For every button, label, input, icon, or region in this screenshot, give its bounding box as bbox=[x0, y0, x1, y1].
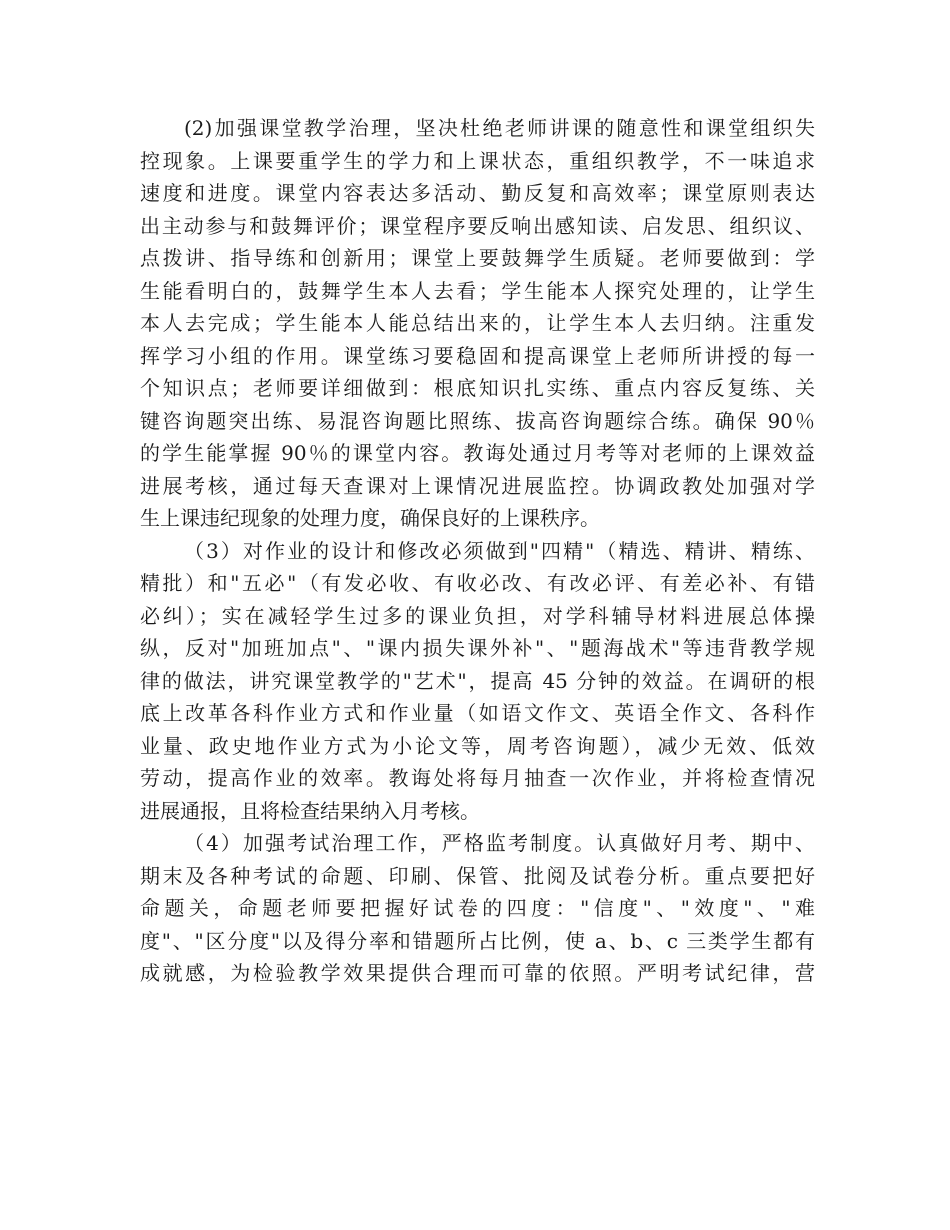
text-line: 本人去完成；学生能本人能总结出来的，让学生本人去归纳。注重发 bbox=[140, 311, 815, 335]
text-line: 期末及各种考试的命题、印刷、保管、批阅及试卷分析。重点要把好 bbox=[140, 863, 815, 888]
text-line: 度"、"区分度"以及得分率和错题所占比例，使 a、b、c 三类学生都有 bbox=[140, 928, 815, 953]
text-line: 底上改革各科作业方式和作业量（如语文作文、英语全作文、各科作 bbox=[140, 701, 815, 725]
paragraph-classroom-management bbox=[140, 112, 815, 535]
text-line: 生能看明白的，鼓舞学生本人去看；学生能本人探究处理的，让学生 bbox=[140, 278, 815, 303]
text-line: 的学生能掌握 90％的课堂内容。教诲处通过月考等对老师的上课效益 bbox=[140, 441, 815, 465]
document-body bbox=[140, 112, 815, 990]
text-line: 命题关，命题老师要把握好试卷的四度："信度"、"效度"、"难 bbox=[140, 896, 815, 920]
text-line: 成就感，为检验教学效果提供合理而可靠的依照。严明考试纪律，营 bbox=[140, 961, 815, 985]
text-line: 律的做法，讲究课堂教学的"艺术"，提高 45 分钟的效益。在调研的根 bbox=[140, 668, 815, 693]
text-line: 出主动参与和鼓舞评价；课堂程序要反响出感知读、启发思、组织议、 bbox=[140, 213, 815, 238]
text-line: 必纠）；实在减轻学生过多的课业负担，对学科辅导材料进展总体操 bbox=[140, 603, 815, 628]
text-line: （3）对作业的设计和修改必须做到"四精"（精选、精讲、精练、 bbox=[184, 538, 815, 563]
paragraph-homework-design bbox=[140, 535, 815, 828]
text-line: 进展考核，通过每天查课对上课情况进展监控。协调政教处加强对学 bbox=[140, 473, 815, 498]
text-line: 速度和进度。课堂内容表达多活动、勤反复和高效率；课堂原则表达 bbox=[140, 181, 815, 205]
text-line: 纵，反对"加班加点"、"课内损失课外补"、"题海战术"等违背教学规 bbox=[140, 636, 815, 660]
paragraph-exam-management bbox=[140, 827, 815, 990]
text-line: 进展通报，且将检查结果纳入月考核。 bbox=[140, 798, 480, 823]
text-line: 控现象。上课要重学生的学力和上课状态，重组织教学，不一味追求 bbox=[140, 148, 815, 173]
text-line: 劳动，提高作业的效率。教诲处将每月抽查一次作业，并将检查情况 bbox=[140, 766, 815, 790]
text-line: (2)加强课堂教学治理，坚决杜绝老师讲课的随意性和课堂组织失 bbox=[184, 116, 815, 140]
text-line: 精批）和"五必"（有发必收、有收必改、有改必评、有差必补、有错 bbox=[140, 571, 815, 595]
text-line: 挥学习小组的作用。课堂练习要稳固和提高课堂上老师所讲授的每一 bbox=[140, 343, 815, 368]
text-line: 个知识点；老师要详细做到：根底知识扎实练、重点内容反复练、关 bbox=[140, 376, 815, 400]
text-line: 点拨讲、指导练和创新用；课堂上要鼓舞学生质疑。老师要做到：学 bbox=[140, 246, 815, 270]
text-line: 键咨询题突出练、易混咨询题比照练、拔高咨询题综合练。确保 90％ bbox=[140, 408, 815, 433]
text-line: 业量、政史地作业方式为小论文等，周考咨询题），减少无效、低效 bbox=[140, 733, 815, 758]
text-line: 生上课违纪现象的处理力度，确保良好的上课秩序。 bbox=[140, 506, 600, 530]
text-line: （4）加强考试治理工作，严格监考制度。认真做好月考、期中、 bbox=[184, 831, 815, 855]
